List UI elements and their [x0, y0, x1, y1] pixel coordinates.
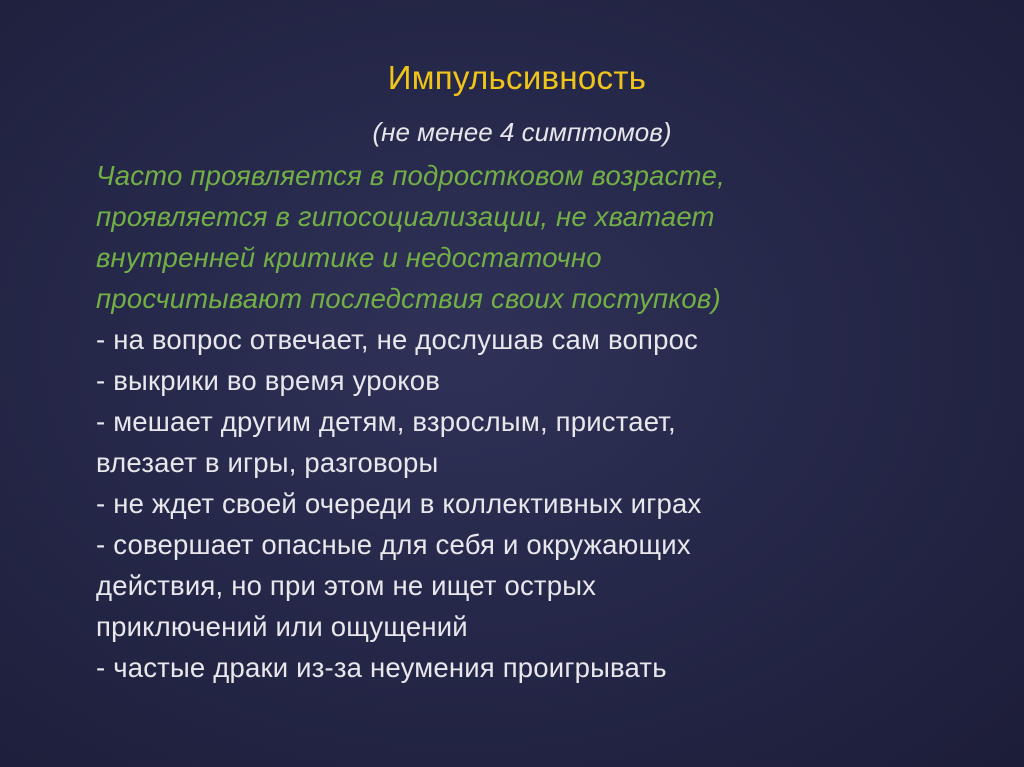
symptom-line: - совершает опасные для себя и окружающих [96, 529, 691, 560]
note-line: Часто проявляется в подростковом возрасте, [96, 160, 725, 191]
symptom-line: - частые драки из-за неумения проигрывать [96, 652, 667, 683]
slide-subtitle: (не менее 4 симптомов) [372, 117, 672, 147]
slide-title: Импульсивность [387, 59, 647, 96]
slide-body [96, 155, 996, 688]
symptom-line: влезает в игры, разговоры [96, 447, 439, 478]
symptom-list [96, 319, 996, 688]
symptom-line: приключений или ощущений [96, 611, 468, 642]
symptom-line: - выкрики во время уроков [96, 365, 441, 396]
note-paragraph [96, 155, 996, 319]
note-line: внутренней критике и недостаточно [96, 242, 602, 273]
symptom-line: действия, но при этом не ищет острых [96, 570, 597, 601]
symptom-line: - не ждет своей очереди в коллективных играх [96, 488, 702, 519]
symptom-line: - на вопрос отвечает, не дослушав сам вопрос [96, 324, 699, 355]
note-line: просчитывают последствия своих поступков) [96, 283, 721, 314]
note-line: проявляется в гипосоциализации, не хватает [96, 201, 715, 232]
symptom-line: - мешает другим детям, взрослым, пристает, [96, 406, 676, 437]
